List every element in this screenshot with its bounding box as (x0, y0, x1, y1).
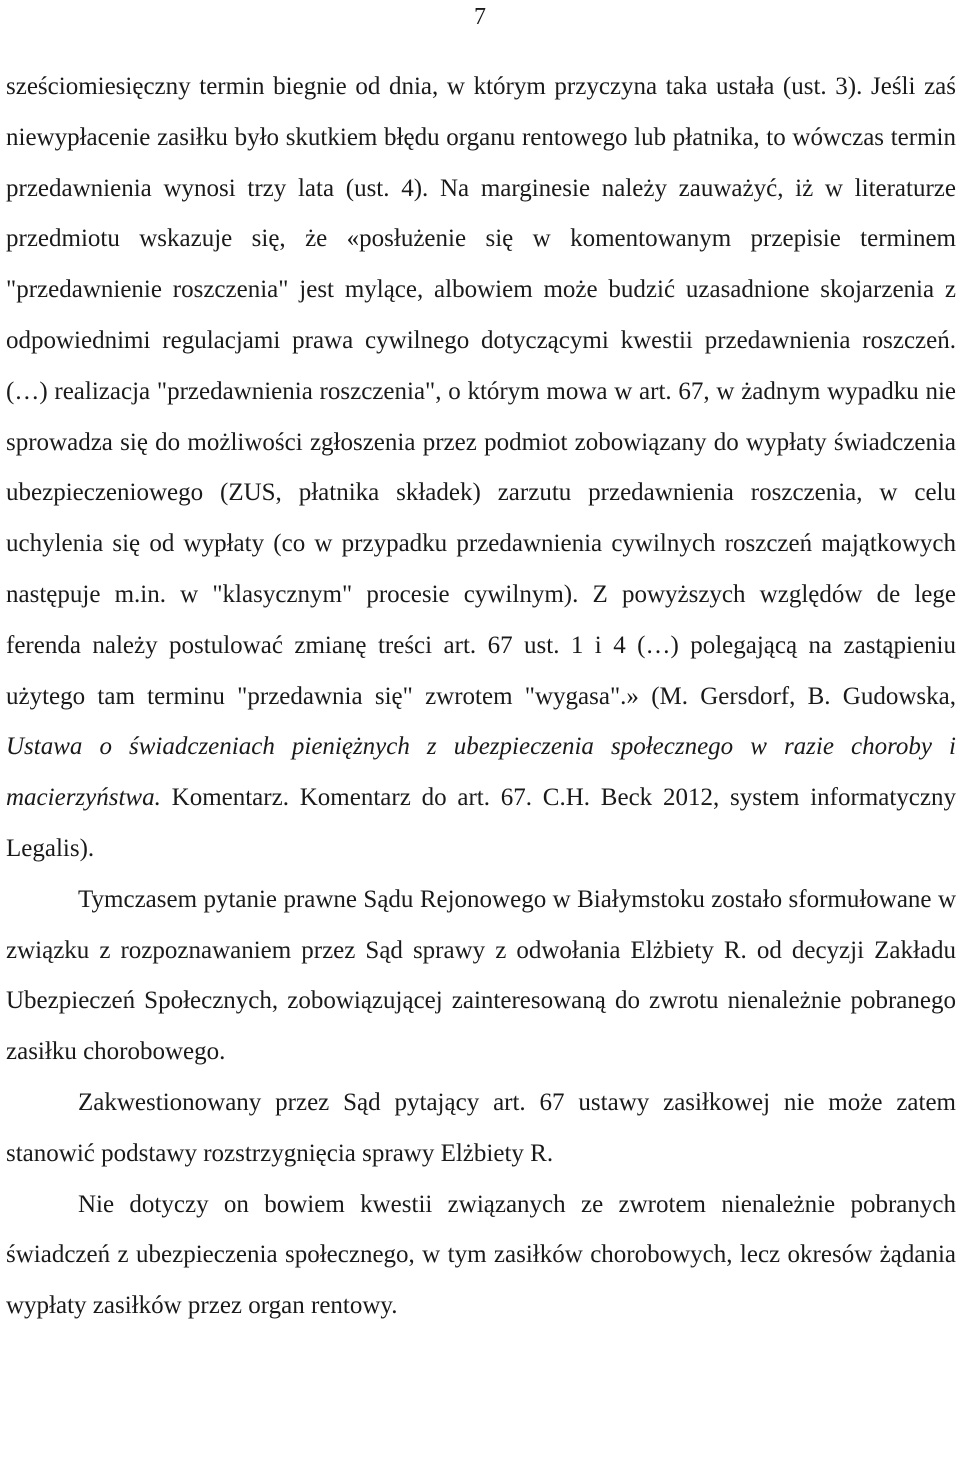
paragraph-contested-article (6, 1078, 956, 1180)
paragraph-text: Zakwestionowany przez Sąd pytający art. 67 ustawy zasiłkowej nie może zatem stanowić podstawy rozstrzygnięcia sprawy Elżbiety R. (6, 1088, 956, 1167)
paragraph-quotation (6, 62, 956, 875)
paragraph-text: sześciomiesięczny termin biegnie od dnia, w którym przyczyna taka ustała (ust. 3). Jeśli zaś niewypłacenie zasiłku było skutkiem błędu organu rentowego lub płatnika, to wówczas termin przedawnienia wynosi trzy lata (ust. 4). Na marginesie należy zauważyć, iż w literaturze przedmiotu wskazuje się, że «posłużenie się w komentowanym przepisie terminem "przedawnienie roszczenia" jest mylące, albowiem może budzić uzasadnione skojarzenia z odpowiednimi regulacjami prawa cywilnego dotyczącymi kwestii przedawnienia roszczeń.(…) realizacja "przedawnienia roszczenia", o którym mowa w art. 67, w żadnym wypadku nie sprowadza się do możliwości zgłoszenia przez podmiot zobowiązany do wypłaty świadczenia ubezpieczeniowego (ZUS, płatnika składek) zarzutu przedawnienia roszczenia, w celu uchylenia się od wypłaty (co w przypadku przedawnienia cywilnych roszczeń majątkowych następuje m.in. w "klasycznym" procesie cywilnym). Z powyższych względów de lege ferenda należy postulować zmianę treści art. 67 ust. 1 i 4 (…) polegającą na zastąpieniu użytego tam terminu "przedawnia się" zwrotem "wygasa".» (M. Gersdorf, B. Gudowska, (6, 73, 956, 710)
cited-work-title: Ustawa o świadczeniach pieniężnych z ubezpieczenia społecznego w razie choroby i macierzyństwa. (6, 733, 956, 812)
paragraph-legal-question (6, 875, 956, 1078)
paragraph-text: Nie dotyczy on bowiem kwestii związanych ze zwrotem nienależnie pobranych świadczeń z ubezpieczenia społecznego, w tym zasiłków chorobowych, lecz okresów żądania wypłaty zasiłków przez organ rentowy. (6, 1190, 956, 1320)
page-number: 7 (474, 4, 486, 30)
paragraph-scope (6, 1180, 956, 1332)
paragraph-text: Tymczasem pytanie prawne Sądu Rejonowego w Białymstoku zostało sformułowane w związku z rozpoznawaniem przez Sąd sprawy z odwołania Elżbiety R. od decyzji Zakładu Ubezpieczeń Społecznych, zobowiązującej zainteresowaną do zwrotu nienależnie pobranego zasiłku chorobowego. (6, 885, 956, 1066)
paragraph-text: Komentarz. Komentarz do art. 67. C.H. Beck 2012, system informatyczny Legalis). (6, 784, 956, 862)
document-body (6, 62, 956, 1332)
